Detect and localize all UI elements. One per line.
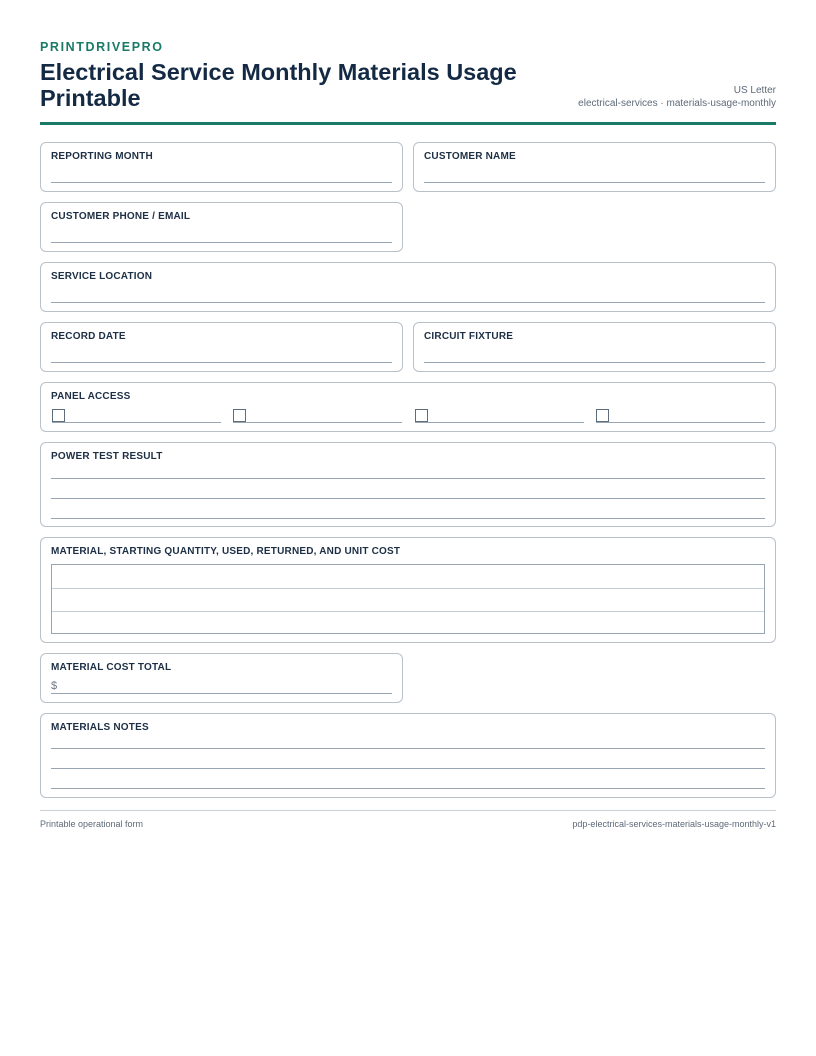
- reporting-month-line[interactable]: [51, 182, 392, 183]
- panel-access-option-4[interactable]: [596, 409, 765, 425]
- material-cost-total-label: MATERIAL COST TOTAL: [51, 662, 172, 673]
- checkbox-icon[interactable]: [233, 409, 246, 422]
- reporting-month-field[interactable]: [40, 142, 403, 192]
- service-location-field[interactable]: [40, 262, 776, 312]
- paper-size: US Letter: [733, 85, 776, 96]
- power-test-line-1[interactable]: [51, 478, 765, 479]
- panel-access-label: PANEL ACCESS: [51, 391, 131, 402]
- record-date-field[interactable]: [40, 322, 403, 372]
- materials-notes-line-2[interactable]: [51, 768, 765, 769]
- form-slug: electrical-services · materials-usage-monthly: [578, 98, 776, 109]
- materials-table-label: MATERIAL, STARTING QUANTITY, USED, RETURNED, AND UNIT COST: [51, 546, 401, 557]
- record-date-line[interactable]: [51, 362, 392, 363]
- materials-table-field: [40, 537, 776, 643]
- service-location-line[interactable]: [51, 302, 765, 303]
- power-test-result-label: POWER TEST RESULT: [51, 451, 163, 462]
- materials-notes-line-1[interactable]: [51, 748, 765, 749]
- page-title: Electrical Service Monthly Materials Usage Printable: [40, 59, 517, 111]
- checkbox-icon[interactable]: [52, 409, 65, 422]
- header-rule: [40, 122, 776, 125]
- materials-table: [51, 564, 765, 634]
- customer-contact-field[interactable]: [40, 202, 403, 252]
- circuit-fixture-line[interactable]: [424, 362, 765, 363]
- customer-contact-label: CUSTOMER PHONE / EMAIL: [51, 211, 191, 222]
- circuit-fixture-field[interactable]: [413, 322, 776, 372]
- customer-name-line[interactable]: [424, 182, 765, 183]
- circuit-fixture-label: CIRCUIT FIXTURE: [424, 331, 514, 342]
- panel-access-option-1[interactable]: [52, 409, 221, 425]
- panel-access-field: [40, 382, 776, 432]
- table-row-divider: [52, 588, 764, 589]
- power-test-result-field[interactable]: [40, 442, 776, 527]
- document-meta: [578, 84, 776, 110]
- footer-left-text: Printable operational form: [40, 819, 144, 829]
- reporting-month-label: REPORTING MONTH: [51, 151, 153, 162]
- record-date-label: RECORD DATE: [51, 331, 126, 342]
- footer-form-id: pdp-electrical-services-materials-usage-monthly-v1: [572, 819, 776, 829]
- customer-name-field[interactable]: [413, 142, 776, 192]
- customer-contact-line[interactable]: [51, 242, 392, 243]
- materials-notes-label: MATERIALS NOTES: [51, 722, 149, 733]
- power-test-line-2[interactable]: [51, 498, 765, 499]
- power-test-line-3[interactable]: [51, 518, 765, 519]
- material-cost-total-line[interactable]: [51, 693, 392, 694]
- panel-access-option-2[interactable]: [233, 409, 402, 425]
- service-location-label: SERVICE LOCATION: [51, 271, 153, 282]
- materials-notes-line-3[interactable]: [51, 788, 765, 789]
- currency-symbol: $: [51, 680, 58, 692]
- materials-notes-field[interactable]: [40, 713, 776, 798]
- material-cost-total-field[interactable]: [40, 653, 403, 703]
- checkbox-icon[interactable]: [596, 409, 609, 422]
- footer-rule: [40, 810, 776, 811]
- table-row-divider: [52, 611, 764, 612]
- brand-logo: PRINTDRIVEPRO: [40, 40, 164, 54]
- checkbox-icon[interactable]: [415, 409, 428, 422]
- customer-name-label: CUSTOMER NAME: [424, 151, 516, 162]
- panel-access-option-3[interactable]: [415, 409, 584, 425]
